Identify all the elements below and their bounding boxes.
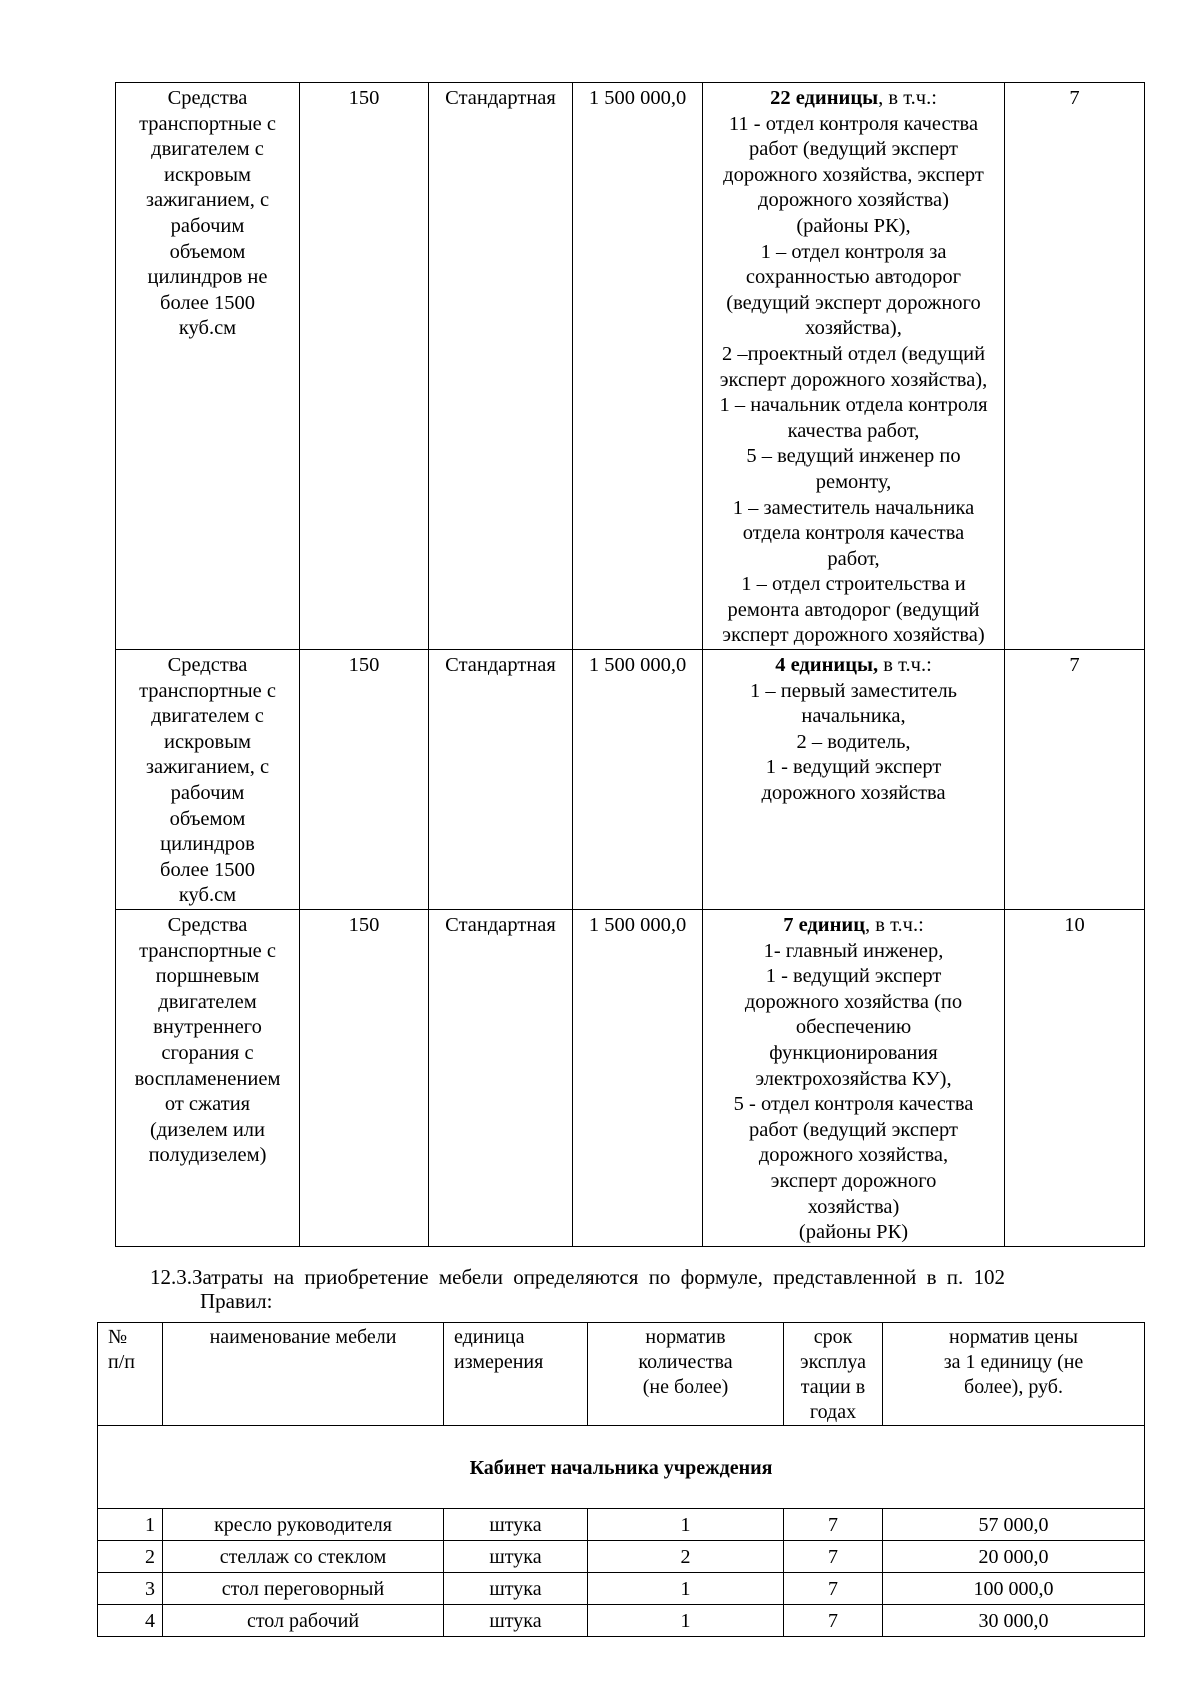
furniture-life: 7 xyxy=(784,1573,883,1605)
vehicle-power: 150 xyxy=(300,910,429,1247)
vehicle-type: Стандартная xyxy=(429,83,573,650)
furniture-qty: 1 xyxy=(588,1573,784,1605)
furniture-num: 3 xyxy=(98,1573,163,1605)
vehicle-term: 7 xyxy=(1005,650,1145,910)
vehicle-name-line: рабочим xyxy=(170,782,245,805)
vehicle-name-line: более 1500 xyxy=(160,291,255,314)
vehicle-units-line: хозяйства) xyxy=(807,1195,900,1218)
vehicle-units-count: 22 единицы xyxy=(770,87,879,109)
vehicle-name-line: куб.см xyxy=(178,317,237,340)
section-row xyxy=(98,1426,1145,1509)
vehicle-units-line: дорожного хозяйства xyxy=(761,782,946,805)
vehicle-name-line: цилиндров xyxy=(160,833,255,856)
furniture-qty: 1 xyxy=(588,1509,784,1541)
vehicle-price: 1 500 000,0 xyxy=(573,650,703,910)
vehicle-name-line: внутреннего xyxy=(153,1016,262,1039)
vehicle-units-line: 5 – ведущий инженер по xyxy=(746,445,961,468)
furniture-num: 4 xyxy=(98,1605,163,1637)
vehicle-units-line: дорожного хозяйства) xyxy=(758,189,949,212)
vehicle-units-line: 2 –проектный отдел (ведущий xyxy=(721,342,986,365)
vehicle-units-line: (ведущий эксперт дорожного xyxy=(726,291,981,314)
vehicle-name-line: искровым xyxy=(164,730,251,753)
vehicle-name-line: куб.см xyxy=(178,884,237,907)
furniture-row xyxy=(98,1509,1145,1541)
furniture-price: 30 000,0 xyxy=(883,1605,1145,1637)
vehicle-units-line: сохранностью автодорог xyxy=(745,266,962,289)
vehicle-name-line: двигателем с xyxy=(151,138,264,161)
furniture-row xyxy=(98,1541,1145,1573)
vehicle-term: 7 xyxy=(1005,83,1145,650)
vehicle-units-line: 5 - отдел контроля качества xyxy=(733,1093,974,1116)
vehicle-units-cell xyxy=(703,650,1005,910)
paragraph-line-1: 12.3.Затраты на приобретение мебели определяются по формуле, представленной в п. 102 xyxy=(150,1265,1005,1289)
vehicle-units-line: 1 - ведущий эксперт xyxy=(765,965,942,988)
vehicle-price: 1 500 000,0 xyxy=(573,83,703,650)
vehicle-units-line: 1 – начальник отдела контроля xyxy=(719,394,988,417)
furniture-name: стеллаж со стеклом xyxy=(163,1541,444,1573)
vehicle-units-line: 2 – водитель, xyxy=(796,730,911,753)
vehicle-name-line: поршневым xyxy=(155,965,260,988)
furniture-name: кресло руководителя xyxy=(163,1509,444,1541)
vehicle-units-line: ремонта автодорог (ведущий xyxy=(727,598,980,621)
header-name: наименование мебели xyxy=(163,1323,444,1426)
furniture-unit: штука xyxy=(444,1573,588,1605)
vehicle-name-line: рабочим xyxy=(170,214,245,237)
vehicle-units-line: 1- главный инженер, xyxy=(763,939,944,962)
vehicle-name-cell xyxy=(116,650,300,910)
vehicle-name-line: транспортные с xyxy=(139,112,276,135)
header-unit: единица измерения xyxy=(444,1323,588,1426)
paragraph-line-2: Правил: xyxy=(200,1289,273,1313)
vehicle-name-line: объемом xyxy=(169,240,246,263)
furniture-name: стол рабочий xyxy=(163,1605,444,1637)
vehicle-units-suffix: , в т.ч.: xyxy=(865,914,924,936)
vehicle-row xyxy=(116,910,1145,1247)
furniture-num: 2 xyxy=(98,1541,163,1573)
header-price: норматив цены за 1 единицу (не более), руб. xyxy=(883,1323,1145,1426)
vehicle-units-line: функционирования xyxy=(769,1041,938,1064)
vehicle-row xyxy=(116,83,1145,650)
vehicle-units-line: 1 – первый заместитель xyxy=(749,679,958,702)
furniture-table xyxy=(97,1322,1145,1637)
vehicle-name-line: Средства xyxy=(167,914,248,936)
vehicle-name-line: воспламенением xyxy=(134,1067,281,1090)
vehicle-units-suffix: в т.ч.: xyxy=(878,654,932,677)
furniture-life: 7 xyxy=(784,1605,883,1637)
paragraph-12-3 xyxy=(150,1265,1150,1313)
vehicle-name-line: зажиганием, с xyxy=(145,189,270,212)
furniture-qty: 1 xyxy=(588,1605,784,1637)
vehicle-units-line: 1 – отдел контроля за xyxy=(760,240,947,263)
vehicle-units-line: качества работ, xyxy=(787,419,920,442)
vehicle-units-cell xyxy=(703,83,1005,650)
vehicle-units-line: отдела контроля качества xyxy=(742,522,965,545)
vehicle-units-line: (районы РК), xyxy=(796,214,911,237)
furniture-price: 100 000,0 xyxy=(883,1573,1145,1605)
vehicle-name-line: искровым xyxy=(164,163,251,186)
vehicle-units-count: 7 единиц xyxy=(783,914,866,936)
vehicle-name-line: сгорания с xyxy=(161,1041,254,1064)
vehicle-units-line: дорожного хозяйства (по xyxy=(744,990,963,1013)
vehicle-units-line: (районы РК) xyxy=(798,1221,909,1244)
vehicle-units-line: 11 - отдел контроля качества xyxy=(728,112,979,135)
vehicle-name-line: Средства xyxy=(167,654,248,677)
furniture-life: 7 xyxy=(784,1509,883,1541)
vehicle-units-heading xyxy=(703,913,1004,939)
vehicle-units-line: 1 - ведущий эксперт xyxy=(765,756,942,779)
furniture-unit: штука xyxy=(444,1509,588,1541)
furniture-num: 1 xyxy=(98,1509,163,1541)
vehicle-name-line: транспортные с xyxy=(139,679,276,702)
vehicle-power: 150 xyxy=(300,650,429,910)
vehicle-price: 1 500 000,0 xyxy=(573,910,703,1247)
vehicles-table xyxy=(115,82,1145,1247)
vehicle-units-line: дорожного хозяйства, xyxy=(758,1144,949,1167)
header-qty: норматив количества (не более) xyxy=(588,1323,784,1426)
vehicle-name-line: (дизелем или xyxy=(149,1118,266,1141)
vehicle-name-line: двигателем xyxy=(158,990,257,1013)
furniture-price: 57 000,0 xyxy=(883,1509,1145,1541)
vehicle-type: Стандартная xyxy=(429,650,573,910)
furniture-unit: штука xyxy=(444,1541,588,1573)
vehicle-term: 10 xyxy=(1005,910,1145,1247)
furniture-header-row xyxy=(98,1323,1145,1426)
vehicle-units-line: 1 – отдел строительства и xyxy=(741,573,966,596)
vehicle-units-line: эксперт дорожного хозяйства), xyxy=(719,368,988,391)
vehicle-units-line: электрохозяйства КУ), xyxy=(755,1067,952,1090)
section-title: Кабинет начальника учреждения xyxy=(98,1426,1145,1509)
furniture-qty: 2 xyxy=(588,1541,784,1573)
vehicle-units-line: начальника, xyxy=(801,705,906,728)
vehicle-name-line: более 1500 xyxy=(160,858,255,881)
furniture-price: 20 000,0 xyxy=(883,1541,1145,1573)
vehicle-units-heading xyxy=(703,86,1004,112)
vehicle-name-cell xyxy=(116,910,300,1247)
vehicle-units-suffix: , в т.ч.: xyxy=(878,87,937,109)
vehicle-units-line: работ (ведущий эксперт xyxy=(749,1118,958,1141)
furniture-unit: штука xyxy=(444,1605,588,1637)
vehicle-units-line: дорожного хозяйства, эксперт xyxy=(723,163,984,186)
header-life: срок эксплуа тации в годах xyxy=(784,1323,883,1426)
vehicle-units-line: 1 – заместитель начальника xyxy=(732,496,975,519)
vehicle-units-count: 4 единицы, xyxy=(775,654,879,677)
vehicle-name-line: двигателем с xyxy=(151,705,264,728)
vehicle-units-line: эксперт дорожного xyxy=(770,1169,937,1192)
vehicle-row xyxy=(116,650,1145,910)
vehicle-units-cell xyxy=(703,910,1005,1247)
vehicle-name-line: полудизелем) xyxy=(148,1144,267,1167)
furniture-row xyxy=(98,1605,1145,1637)
furniture-row xyxy=(98,1573,1145,1605)
vehicle-units-line: работ (ведущий эксперт xyxy=(749,138,958,161)
vehicle-name-cell xyxy=(116,83,300,650)
vehicle-units-line: работ, xyxy=(827,547,880,570)
vehicle-name-line: объемом xyxy=(169,807,246,830)
vehicle-name-line: Средства xyxy=(167,87,248,109)
header-num: № п/п xyxy=(98,1323,163,1426)
furniture-name: стол переговорный xyxy=(163,1573,444,1605)
furniture-life: 7 xyxy=(784,1541,883,1573)
vehicle-power: 150 xyxy=(300,83,429,650)
vehicle-type: Стандартная xyxy=(429,910,573,1247)
vehicle-units-heading xyxy=(703,653,1004,679)
vehicle-name-line: от сжатия xyxy=(164,1093,251,1116)
vehicle-units-line: обеспечению xyxy=(795,1016,912,1039)
vehicle-name-line: зажиганием, с xyxy=(145,756,270,779)
vehicle-name-line: транспортные с xyxy=(139,939,276,962)
vehicle-units-line: эксперт дорожного хозяйства) xyxy=(722,624,985,647)
vehicle-units-line: ремонту, xyxy=(815,470,892,493)
vehicle-units-line: хозяйства), xyxy=(805,317,902,340)
vehicle-name-line: цилиндров не xyxy=(147,266,268,289)
